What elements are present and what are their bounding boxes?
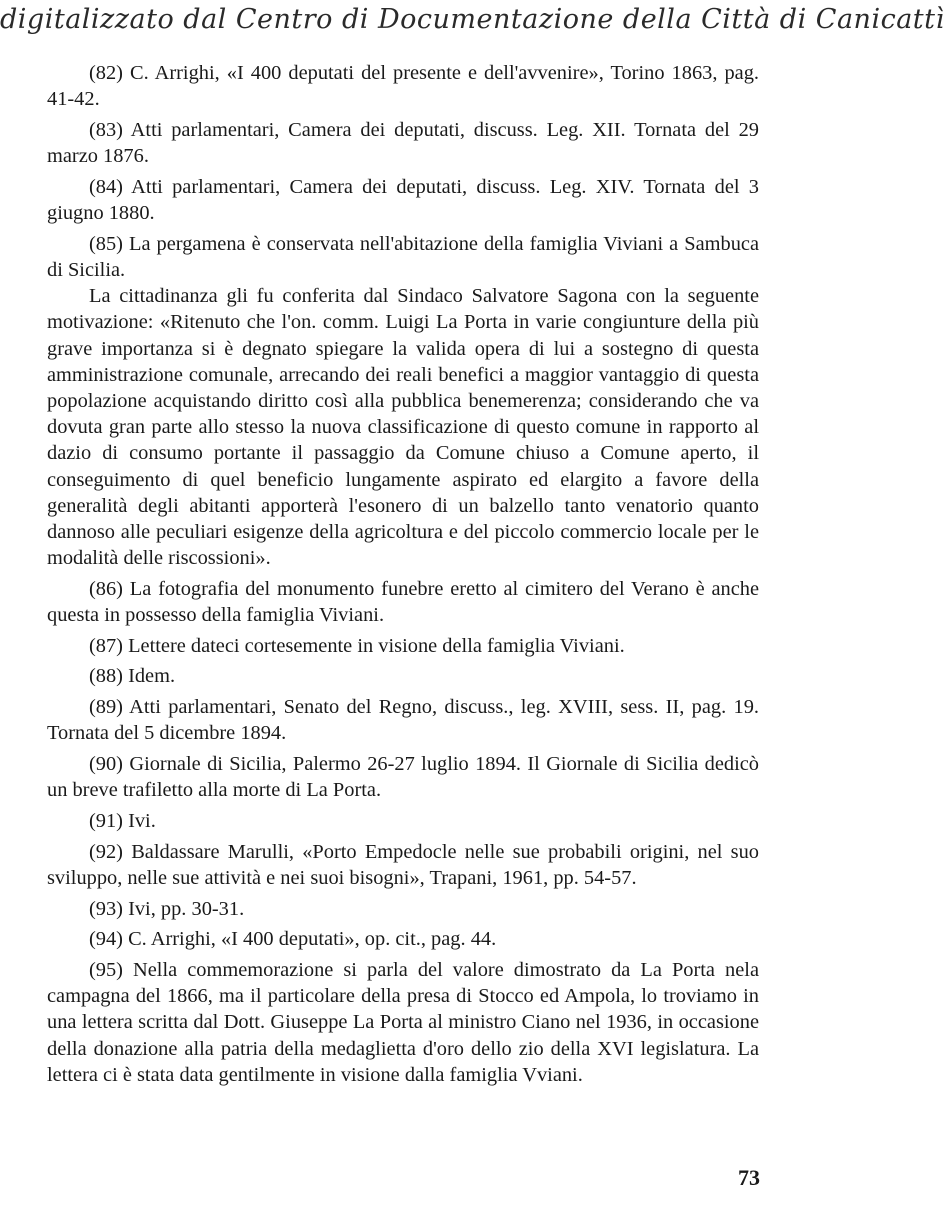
footnote-88: (88) Idem. xyxy=(89,665,176,688)
footnote-91: (91) Ivi. xyxy=(89,809,156,832)
footnote-87: (87) Lettere dateci cortesemente in visione della famiglia Viviani. xyxy=(89,634,625,657)
footnote-82: (82) C. Arrighi, «I 400 deputati del presente e dell'avvenire», Torino 1863, pag. 41-42. xyxy=(47,62,759,111)
footnote-85-continuation: La cittadinanza gli fu conferita dal Sindaco Salvatore Sagona con la seguente motivazione: «Ritenuto che l'on. comm. Luigi La Porta in varie congiunture della più grave importanza si è degnato spiegare la valida opera di lui a sostegno di questa amministrazione comunale, arrecando dei reali benefici a maggior vantaggio di questa popolazione acquistando diritto così alla pubblica benemerenza; considerando che va dovuta gran parte allo stesso la nuova classificazione di questo comune in rapporto al dazio di consumo portante il passaggio da Comune chiuso a Comune aperto, il conseguimento di quel beneficio lungamente aspirato ed elargito a favore della generalità degli abitanti apporterà l'esonero di un balzello tanto venatorio quanto dannoso alle peculiari esigenze della agricoltura e del piccolo commercio locale per le modalità delle riscossioni». xyxy=(47,285,759,570)
footnote-92: (92) Baldassare Marulli, «Porto Empedocle nelle sue probabili origini, nel suo sviluppo, nelle sue attività e nei suoi bisogni», Trapani, 1961, pp. 54-57. xyxy=(47,840,759,889)
footnote-84: (84) Atti parlamentari, Camera dei deputati, discuss. Leg. XIV. Tornata del 3 giugno 1880. xyxy=(47,175,759,225)
digitization-watermark: digitalizzato dal Centro di Documentazione della Città di Canicattì xyxy=(0,4,945,35)
footnote-90: (90) Giornale di Sicilia, Palermo 26-27 luglio 1894. Il Giornale di Sicilia dedicò un breve trafiletto alla morte di La Porta. xyxy=(47,753,759,802)
footnote-93: (93) Ivi, pp. 30-31. xyxy=(89,897,245,920)
footnote-95: (95) Nella commemorazione si parla del valore dimostrato da La Porta nela campagna del 1866, ma il particolare della presa di Stocco ed Ampola, lo troviamo in una lettera scritta dal Dott. Giuseppe La Porta al ministro Ciano nel 1936, in occasione della donazione alla patria della medaglietta d'oro dello zio della XVI legislatura. La lettera ci è stata data gentilmente in visione dalla famiglia Vviani. xyxy=(47,959,759,1086)
footnote-86: (86) La fotografia del monumento funebre eretto al cimitero del Verano è anche questa in possesso della famiglia Viviani. xyxy=(47,577,759,627)
footnotes-section xyxy=(47,60,759,1093)
page-number: 73 xyxy=(738,1165,760,1190)
footnote-89: (89) Atti parlamentari, Senato del Regno, discuss., leg. XVIII, sess. II, pag. 19. Tornata del 5 dicembre 1894. xyxy=(47,696,759,745)
footnote-94: (94) C. Arrighi, «I 400 deputati», op. cit., pag. 44. xyxy=(89,928,497,951)
footnote-83: (83) Atti parlamentari, Camera dei deputati, discuss. Leg. XII. Tornata del 29 marzo 1876. xyxy=(47,118,759,168)
footnote-85: (85) La pergamena è conservata nell'abitazione della famiglia Viviani a Sambuca di Sicilia. xyxy=(47,232,759,281)
